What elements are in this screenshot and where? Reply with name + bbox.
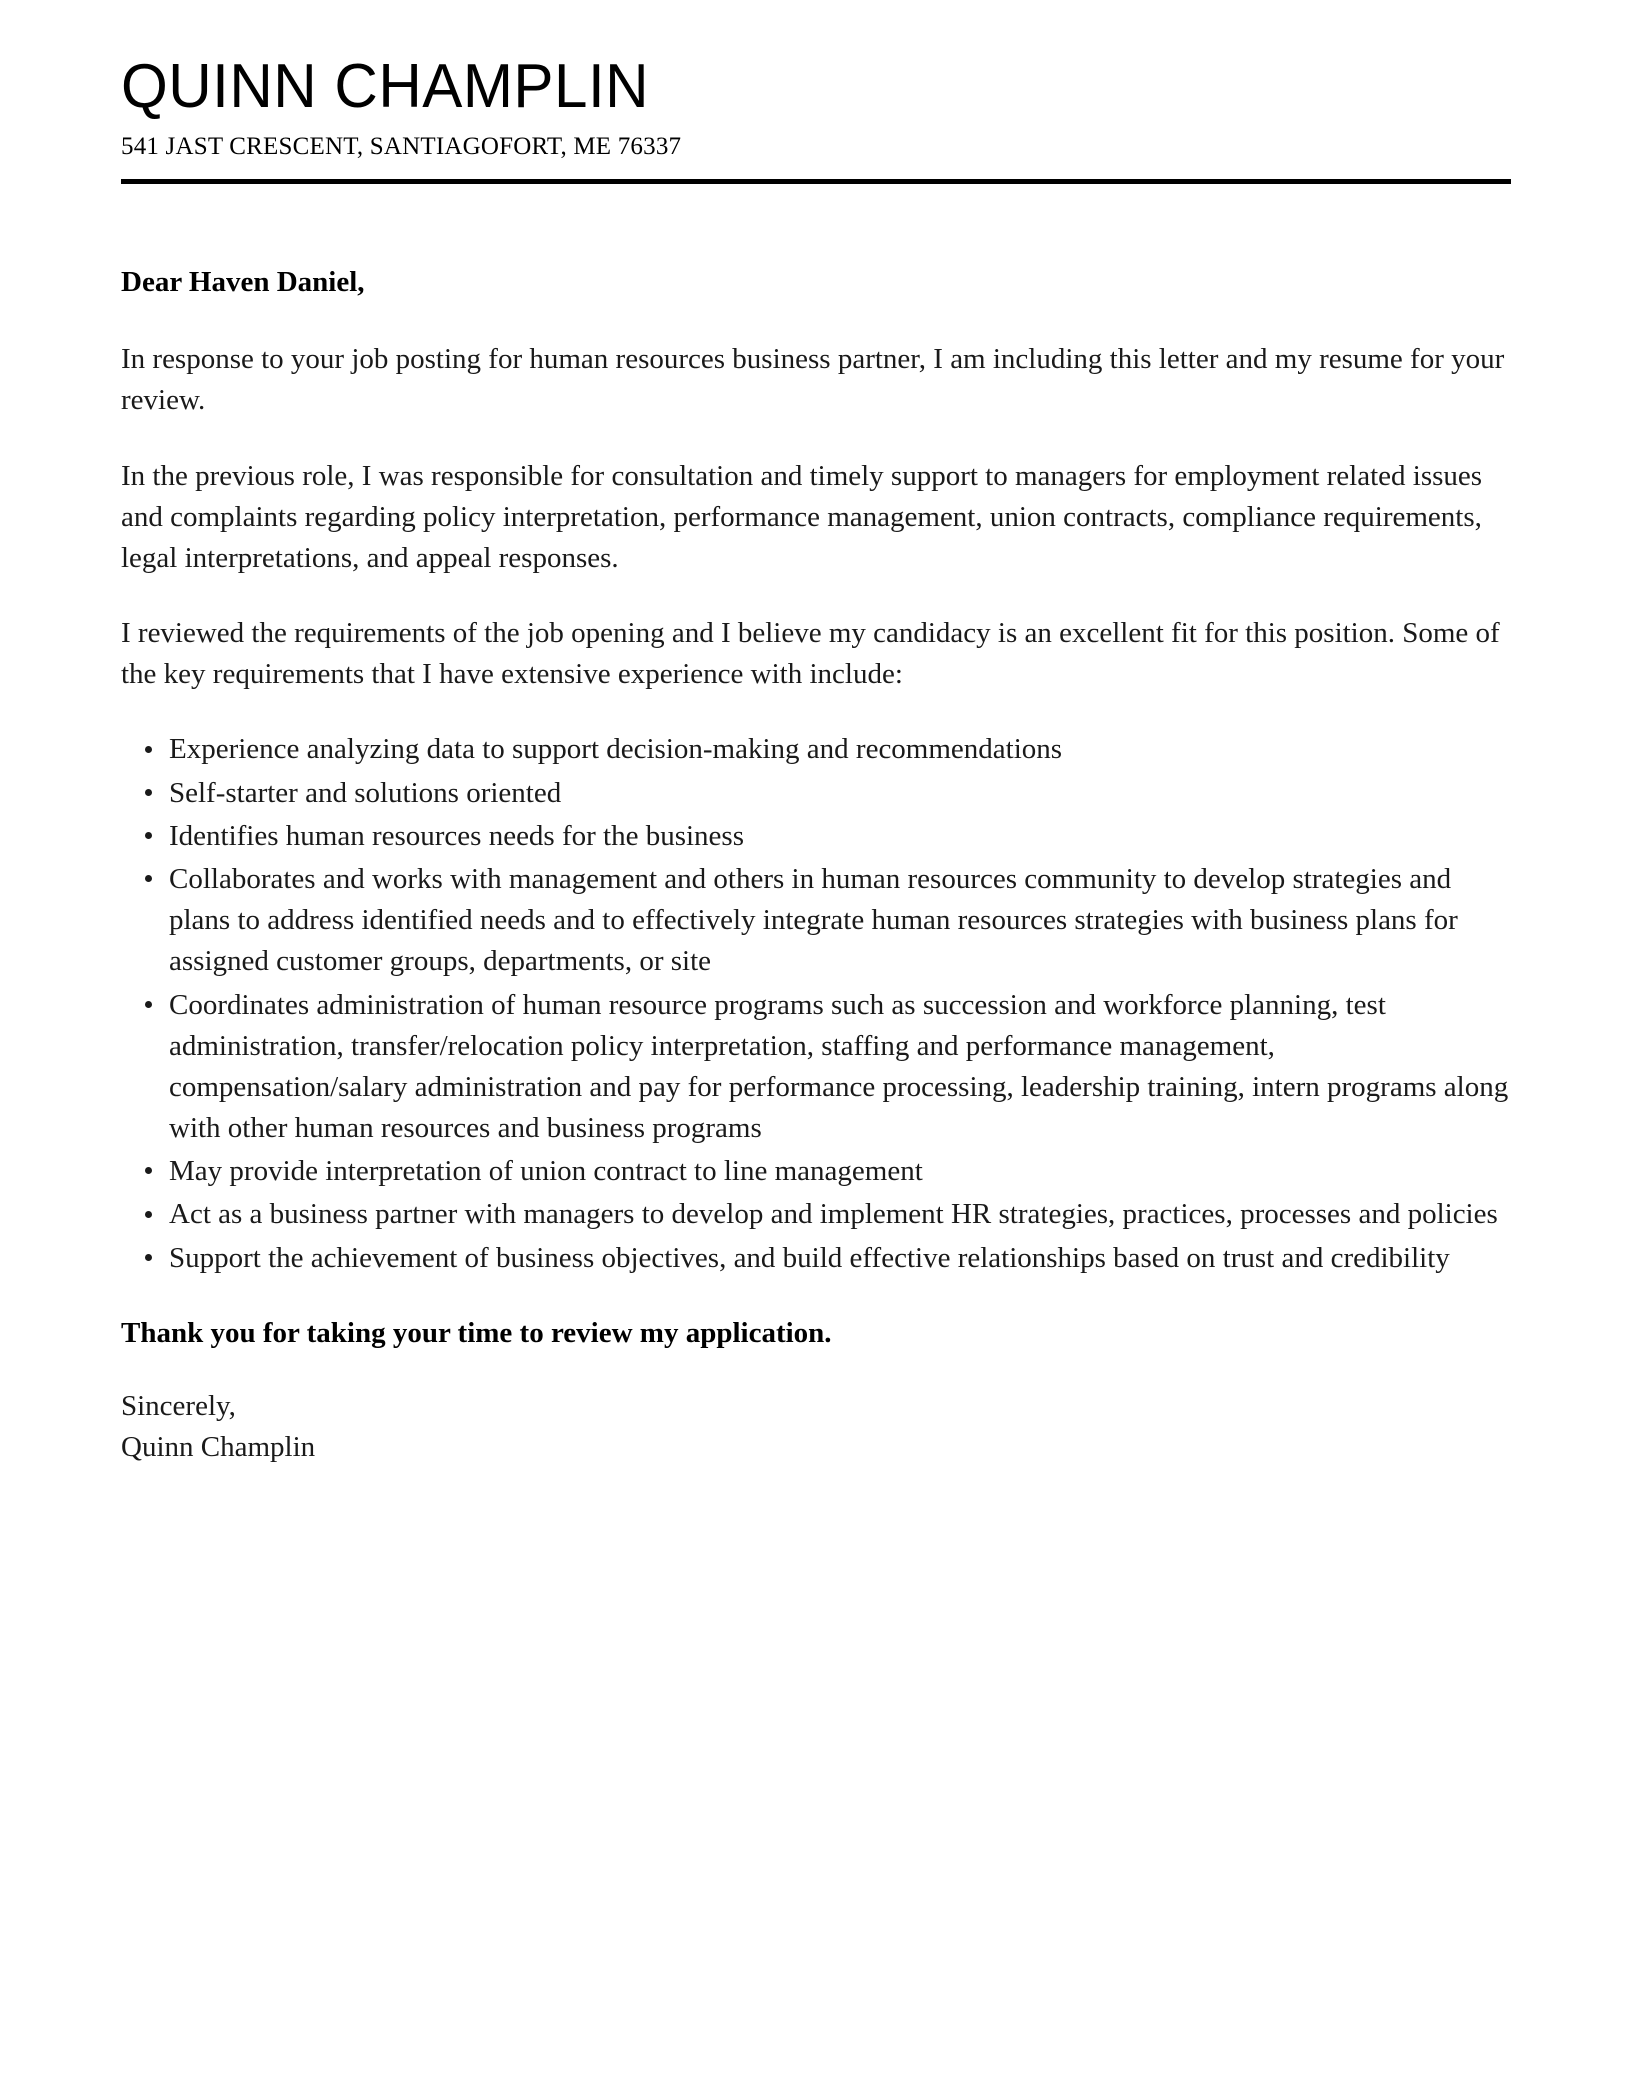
- list-item: [121, 816, 1511, 857]
- signoff-salutation: Sincerely,: [121, 1389, 236, 1422]
- list-item-label: Support the achievement of business objectives, and build effective relationships based on trust and credibility: [169, 1241, 1450, 1274]
- bullet-icon: [145, 746, 152, 753]
- bullet-icon: [145, 875, 152, 882]
- list-item-label: Self-starter and solutions oriented: [169, 776, 562, 809]
- bullet-icon: [145, 832, 152, 839]
- candidate-address: 541 JAST CRESCENT, SANTIAGOFORT, ME 76337: [121, 133, 682, 161]
- letterhead: [121, 54, 1511, 184]
- salutation: Dear Haven Daniel,: [121, 266, 365, 299]
- letter-body: [121, 184, 1511, 1468]
- list-item-label: Coordinates administration of human resource programs such as succession and workforce planning, test administration, transfer/relocation policy interpretation, staffing and performance management, compensation/salary administration and pay for performance processing, leadership training, intern programs along with other human resources and business programs: [169, 988, 1509, 1145]
- list-item: [121, 1151, 1511, 1192]
- page-title: QUINN CHAMPLIN: [121, 52, 650, 121]
- list-item: [121, 1238, 1511, 1279]
- signoff-block: [121, 1386, 1511, 1468]
- requirements-list: [121, 729, 1511, 1278]
- page-content: [121, 0, 1511, 1468]
- bullet-icon: [145, 1001, 152, 1008]
- body-paragraph-2: In the previous role, I was responsible for consultation and timely support to managers for employment related issues and complaints regarding policy interpretation, performance management, union contracts, compliance requirements, legal interpretations, and appeal responses.: [121, 459, 1483, 574]
- bullet-icon: [145, 789, 152, 796]
- bullet-icon: [145, 1211, 152, 1218]
- list-item: [121, 859, 1511, 983]
- body-paragraph-3: I reviewed the requirements of the job opening and I believe my candidacy is an excellent fit for this position. Some of the key requirements that I have extensive experience with include:: [121, 617, 1500, 691]
- list-item-label: Act as a business partner with managers to develop and implement HR strategies, practices, processes and policies: [169, 1198, 1498, 1231]
- list-item-label: Identifies human resources needs for the business: [169, 819, 745, 852]
- body-paragraph-1: In response to your job posting for human resources business partner, I am including this letter and my resume for your review.: [121, 343, 1505, 417]
- bullet-icon: [145, 1167, 152, 1174]
- list-item-label: Experience analyzing data to support decision-making and recommendations: [169, 733, 1063, 766]
- list-item-label: May provide interpretation of union contract to line management: [169, 1155, 923, 1188]
- list-item: [121, 1194, 1511, 1235]
- list-item-label: Collaborates and works with management and others in human resources community to develop strategies and plans to address identified needs and to effectively integrate human resources strategies with business plans for assigned customer groups, departments, or site: [169, 862, 1458, 978]
- list-item: [121, 985, 1511, 1150]
- closing-thanks: Thank you for taking your time to review my application.: [121, 1316, 832, 1349]
- bullet-icon: [145, 1254, 152, 1261]
- signature-name: Quinn Champlin: [121, 1431, 316, 1464]
- list-item: [121, 773, 1511, 814]
- list-item: [121, 729, 1511, 770]
